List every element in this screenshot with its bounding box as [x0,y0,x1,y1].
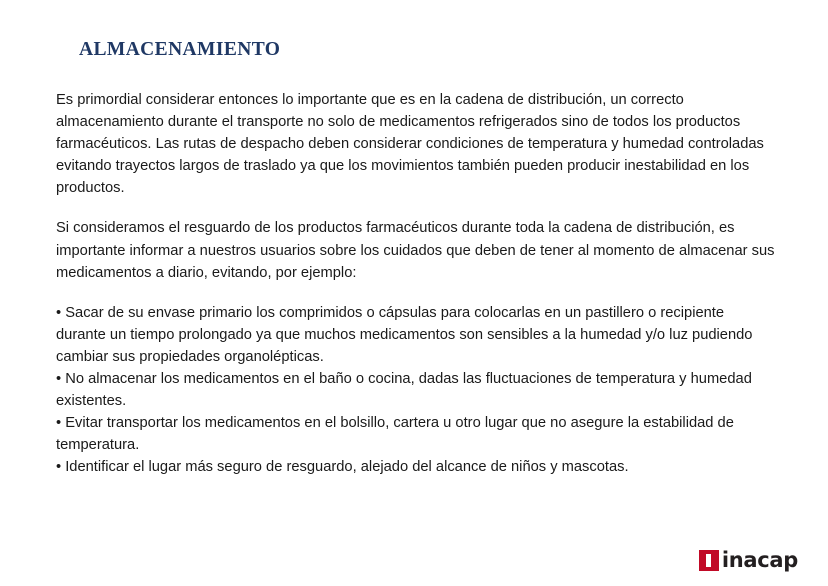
bullet-list [56,302,776,479]
paragraph-intro: Es primordial considerar entonces lo importante que es en la cadena de distribución, un correcto almacenamiento durante el transporte no solo de medicamentos refrigerados sino de todos los productos farmacéuticos. Las rutas de despacho deben considerar condiciones de temperatura y humedad controladas evitando trayectos largos de traslado ya que los movimientos también pueden producir inestabilidad en los productos. [56,92,764,197]
list-item: • Evitar transportar los medicamentos en el bolsillo, cartera u otro lugar que no asegure la estabilidad de temperatura. [56,415,734,454]
list-item: • No almacenar los medicamentos en el baño o cocina, dadas las fluctuaciones de temperatura y humedad existentes. [56,371,752,410]
inacap-logo [699,548,798,572]
slide-body [56,89,776,479]
paragraph-resguardo: Si consideramos el resguardo de los productos farmacéuticos durante toda la cadena de distribución, es importante informar a nuestros usuarios sobre los cuidados que deben de tener al momento de almacenar sus medicamentos a diario, evitando, por ejemplo: [56,220,775,281]
inacap-logo-mark-icon [699,550,719,571]
inacap-logo-text: inacap [721,547,798,572]
list-item: • Sacar de su envase primario los comprimidos o cápsulas para colocarlas en un pastillero o recipiente durante un tiempo prolongado ya que muchos medicamentos son sensibles a la humedad y/o luz pudiendo cambiar sus propiedades organolépticas. [56,304,753,365]
list-item: • Identificar el lugar más seguro de resguardo, alejado del alcance de niños y mascotas. [56,459,629,476]
page-title: ALMACENAMIENTO [79,39,281,61]
